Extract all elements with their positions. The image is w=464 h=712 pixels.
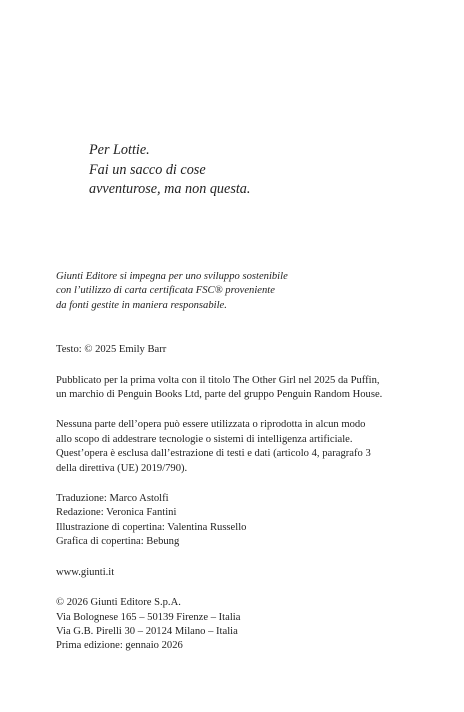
dedication-line: Per Lottie. bbox=[89, 142, 150, 158]
ai-notice-line: Quest’opera è esclusa dall’estrazione di testi e dati (articolo 4, paragrafo 3 bbox=[56, 448, 371, 460]
credits bbox=[56, 492, 456, 550]
first-edition-date: Prima edizione: gennaio 2026 bbox=[56, 640, 183, 652]
sustainability-line: con l’utilizzo di carta certificata FSC® proveniente bbox=[56, 285, 275, 297]
credit-translation: Traduzione: Marco Astolfi bbox=[56, 493, 169, 505]
publisher-address-firenze: Via Bolognese 165 – 50139 Firenze – Italia bbox=[56, 611, 241, 623]
dedication bbox=[89, 141, 409, 200]
publisher-address-milano: Via G.B. Pirelli 30 – 20124 Milano – Italia bbox=[56, 625, 238, 637]
dedication-line: avventurose, ma non questa. bbox=[89, 181, 251, 197]
sustainability-note bbox=[56, 270, 456, 313]
publisher-copyright: © 2026 Giunti Editore S.p.A. bbox=[56, 597, 181, 609]
dedication-line: Fai un sacco di cose bbox=[89, 161, 206, 178]
first-publication-line: un marchio di Penguin Books Ltd, parte del gruppo Penguin Random House. bbox=[56, 389, 383, 401]
ai-notice-line: Nessuna parte dell’opera può essere utilizzata o riprodotta in alcun modo bbox=[56, 419, 366, 431]
publisher-info bbox=[56, 596, 456, 654]
first-publication-note bbox=[56, 374, 456, 403]
credit-cover-design: Grafica di copertina: Bebung bbox=[56, 536, 180, 548]
sustainability-line: Giunti Editore si impegna per uno sviluppo sostenibile bbox=[56, 271, 288, 282]
text-copyright bbox=[56, 343, 456, 357]
copyright-section bbox=[56, 270, 456, 670]
first-publication-line: Pubblicato per la prima volta con il titolo The Other Girl nel 2025 da Puffin, bbox=[56, 374, 380, 386]
website-line: www.giunti.it bbox=[56, 566, 115, 578]
ai-notice bbox=[56, 418, 456, 476]
ai-notice-line: allo scopo di addestrare tecnologie o sistemi di intelligenza artificiale. bbox=[56, 433, 353, 445]
credit-editing: Redazione: Veronica Fantini bbox=[56, 507, 177, 519]
ai-notice-line: della direttiva (UE) 2019/790). bbox=[56, 462, 188, 474]
text-copyright-line: Testo: © 2025 Emily Barr bbox=[56, 344, 167, 356]
credit-cover-illustration: Illustrazione di copertina: Valentina Russello bbox=[56, 521, 247, 533]
sustainability-line: da fonti gestite in maniera responsabile. bbox=[56, 299, 227, 311]
website bbox=[56, 566, 456, 580]
